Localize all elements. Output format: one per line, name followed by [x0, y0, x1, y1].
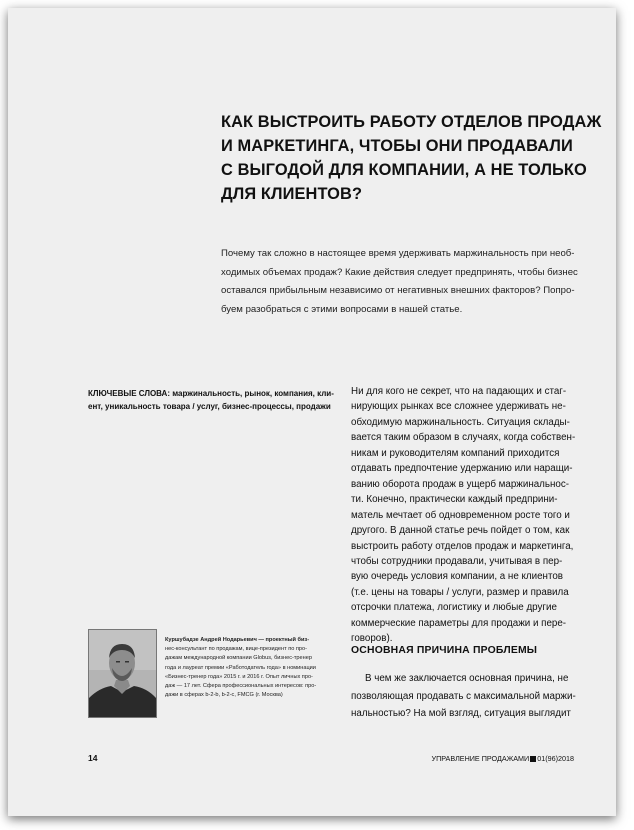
- article-lead: [221, 245, 593, 319]
- body-line: говоров).: [351, 633, 393, 645]
- body-line: обходимую маржинальность. Ситуация склады-: [351, 416, 570, 428]
- author-bio: [165, 636, 340, 700]
- bio-line: дажи в сферах b-2-b, b-2-c, FMCG (г. Москва): [165, 692, 283, 699]
- body-line: нирующих рынках все сложнее удерживать не-: [351, 401, 566, 413]
- author-portrait-icon: [89, 630, 156, 717]
- square-icon: [530, 756, 536, 762]
- keywords-line: ент, уникальность товара / услуг, бизнес-процессы, продажи: [88, 401, 331, 411]
- bio-line: Куршубадзе Андрей Нодарьевич — проектный биз-: [165, 637, 310, 643]
- title-line: ДЛЯ КЛИЕНТОВ?: [221, 185, 363, 203]
- bio-line: даж — 17 лет. Сфера профессиональных интересов: про-: [165, 683, 317, 690]
- body-line: ванию оборота продаж в ущерб маржинальнос-: [351, 478, 570, 490]
- lead-line: буем разобраться с этими вопросами в нашей статье.: [221, 303, 463, 315]
- lead-line: ходимых объемах продаж? Какие действия следует предпринять, чтобы бизнес: [221, 266, 578, 278]
- issue-number: 01(96)2018: [537, 754, 574, 763]
- bio-line: года и лауреат премии «Работодатель года» в номинации: [165, 664, 316, 671]
- body-line: вую очередь условия компании, а не клиентов: [351, 571, 563, 583]
- article-title: [221, 110, 601, 206]
- body-line: никам и руководителям компаний приходится: [351, 447, 560, 459]
- body-line: отсрочки платежа, логистику и любые другие: [351, 602, 557, 614]
- page-number: 14: [88, 753, 98, 763]
- body-line: ти. Конечно, практически каждый предприни-: [351, 494, 558, 506]
- body-line: коммерческие параметры для продажи и пере-: [351, 617, 567, 629]
- keywords-line: КЛЮЧЕВЫЕ СЛОВА: маржинальность, рынок, компания, кли-: [88, 389, 334, 398]
- body-line: позволяющая продавать с максимальной маржи-: [351, 690, 576, 702]
- body-line: нальностью? На мой взгляд, ситуация выглядит: [351, 708, 571, 719]
- author-photo: [88, 629, 157, 718]
- body-line: матель мечтает об одновременном росте того и: [351, 509, 570, 521]
- body-line: (т.е. цены на товары / услуги, размер и правила: [351, 586, 569, 598]
- lead-line: оставался прибыльным независимо от негативных внешних факторов? Попро-: [221, 285, 575, 297]
- body-line: чтобы сотрудники продавали, учитывая в пер-: [351, 555, 563, 567]
- title-line: И МАРКЕТИНГА, ЧТОБЫ ОНИ ПРОДАВАЛИ: [221, 137, 573, 155]
- bio-line: дажам международной компании Globus, бизнес-тренер: [165, 655, 312, 662]
- magazine-page: [8, 8, 616, 816]
- body-line: выстроить работу отделов продаж и маркетинга,: [351, 540, 574, 552]
- keywords-block: [88, 388, 334, 413]
- bio-line: «Бизнес-тренер года» 2015 г. и 2016 г. Опыт личных про-: [165, 673, 313, 680]
- body-line: вается таким образом в случаях, когда собствен-: [351, 432, 576, 444]
- bio-line: нес-консультант по продажам, вице-президент по про-: [165, 646, 308, 653]
- journal-name: УПРАВЛЕНИЕ ПРОДАЖАМИ: [431, 754, 530, 763]
- title-line: С ВЫГОДОЙ ДЛЯ КОМПАНИИ, А НЕ ТОЛЬКО: [221, 161, 587, 179]
- body-line: отдавать предпочтение удержанию или наращи-: [351, 463, 573, 475]
- section-heading: ОСНОВНАЯ ПРИЧИНА ПРОБЛЕМЫ: [351, 645, 538, 656]
- body-line: В чем же заключается основная причина, не: [365, 673, 569, 684]
- title-line: КАК ВЫСТРОИТЬ РАБОТУ ОТДЕЛОВ ПРОДАЖ: [221, 113, 602, 131]
- body-column-continued: [351, 670, 601, 723]
- journal-footer: [432, 754, 574, 763]
- body-column: [351, 384, 601, 647]
- body-line: другого. В данной статье речь пойдет о том, как: [351, 525, 570, 537]
- body-line: Ни для кого не секрет, что на падающих и стаг-: [351, 386, 567, 397]
- lead-line: Почему так сложно в настоящее время удерживать маржинальность при необ-: [221, 248, 575, 259]
